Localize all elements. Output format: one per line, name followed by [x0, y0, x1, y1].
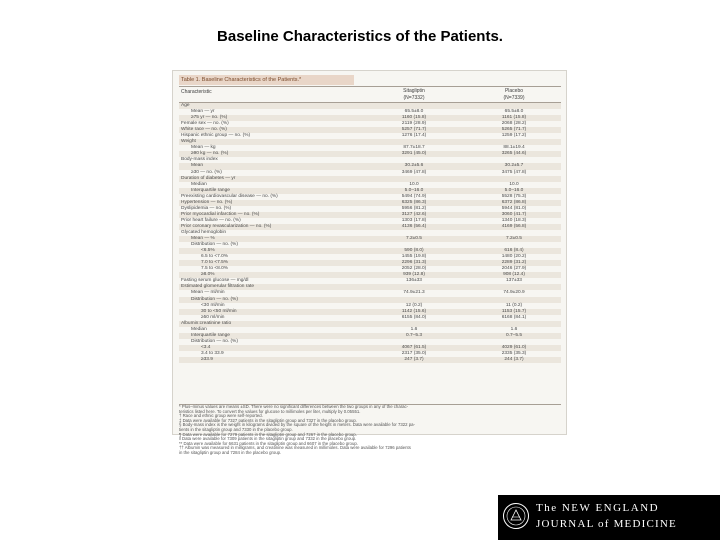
row-value-group-a: 2317 (35.0)	[401, 350, 427, 356]
row-value-group-b: 1153 (15.7)	[501, 308, 527, 314]
row-label: ≥75 yr — no. (%)	[191, 115, 228, 121]
row-label: Duration of diabetes — yr	[181, 175, 236, 181]
row-value-group-a: 1276 (17.4)	[401, 133, 427, 139]
row-value-group-b: 3265 (44.6)	[501, 151, 527, 157]
row-label: Distribution — no. (%)	[191, 338, 238, 344]
row-label: 7.5 to <8.0%	[201, 266, 229, 272]
row-label: Weight	[181, 139, 196, 145]
row-value-group-a: 136±33	[406, 278, 422, 284]
row-value-group-b: 5.0–16.0	[504, 187, 524, 193]
table-body	[179, 103, 561, 403]
row-label: Mean — yr	[191, 109, 215, 115]
row-value-group-b: 244 (3.7)	[504, 356, 524, 362]
row-value-group-a: 6325 (86.3)	[401, 199, 427, 205]
footnote: § Body-mass index is the weight in kilograms divided by the square of the height in meters. Data were available for 7322 pa-	[179, 422, 415, 428]
row-label: Mean — kg	[191, 145, 216, 151]
header-group-a-name: Sitagliptin	[403, 88, 425, 94]
row-value-group-b: 3475 (47.8)	[501, 169, 527, 175]
row-value-group-b: 88.1±19.4	[503, 145, 525, 151]
row-label: 30 to <50 ml/min	[201, 308, 237, 314]
table-caption-text: Table 1. Baseline Characteristics of the Patients.*	[181, 77, 302, 83]
row-value-group-b: 10.0	[509, 181, 519, 187]
row-value-group-b: 2335 (35.3)	[501, 350, 527, 356]
row-value-group-a: 1.6	[410, 326, 418, 332]
row-label: ≥90 kg — no. (%)	[191, 151, 229, 157]
row-value-group-a: 1303 (17.8)	[401, 217, 427, 223]
row-value-group-a: 2119 (28.9)	[401, 121, 427, 127]
row-value-group-a: 87.7±18.7	[403, 145, 425, 151]
row-label: Interquartile range	[191, 187, 230, 193]
row-label: Female sex — no. (%)	[181, 121, 229, 127]
row-label: Distribution — no. (%)	[191, 242, 238, 248]
row-value-group-a: 6155 (84.0)	[401, 314, 427, 320]
row-value-group-a: 65.5±8.0	[404, 109, 424, 115]
row-value-group-a: 7.2±0.5	[406, 236, 422, 242]
row-value-group-b: 3060 (41.7)	[501, 211, 527, 217]
row-value-group-a: 4067 (61.5)	[401, 344, 427, 350]
row-value-group-a: 3291 (45.0)	[401, 151, 427, 157]
row-value-group-a: 74.9±21.3	[403, 290, 425, 296]
row-label: Albumin:creatinine ratio	[181, 320, 232, 326]
table-header	[179, 86, 561, 103]
row-value-group-b: 5528 (75.3)	[501, 193, 527, 199]
row-label: Body-mass index	[181, 157, 218, 163]
row-label: Distribution — no. (%)	[191, 296, 238, 302]
row-label: 7.0 to <7.5%	[201, 260, 229, 266]
footnote: ¶ Data were available for 7279 patients in the sitagliptin group and 7267 in the placebo group.	[179, 431, 357, 437]
row-value-group-b: 30.2±5.7	[504, 163, 524, 169]
row-value-group-a: 5494 (74.9)	[401, 193, 427, 199]
row-label: Age	[181, 103, 190, 108]
row-value-group-b: 5265 (71.7)	[501, 127, 527, 133]
footnote: ‖ Data were available for 7309 patients in the sitagliptin group and 7332 in the placebo group.	[179, 436, 357, 442]
row-value-group-a: 1142 (15.6)	[401, 308, 427, 314]
table-caption	[179, 75, 559, 86]
row-label: Glycated hemoglobin	[181, 229, 227, 235]
table-footnotes	[179, 404, 561, 455]
row-value-group-a: 5.0–16.0	[404, 187, 424, 193]
row-value-group-a: 1455 (19.8)	[401, 254, 427, 260]
row-value-group-a: 30.2±5.6	[404, 163, 424, 169]
row-value-group-b: 65.5±8.0	[504, 109, 524, 115]
header-group-b-n: (N=7339)	[503, 94, 525, 101]
header-group-b-name: Placebo	[504, 88, 524, 94]
row-label: <30 ml/min	[201, 302, 225, 308]
row-value-group-b: 908 (12.4)	[503, 272, 525, 278]
row-value-group-b: 4029 (61.0)	[501, 344, 527, 350]
nejm-logo	[498, 495, 720, 540]
footnote: * Plus–minus values are means ±SD. There were no significant differences between the two groups in any of the charac-	[179, 404, 409, 409]
header-characteristic: Characteristic	[181, 89, 212, 95]
row-value-group-b: 1259 (17.2)	[501, 133, 527, 139]
row-value-group-b: 2289 (31.2)	[501, 260, 527, 266]
row-label: ≥8.0%	[201, 272, 215, 278]
row-value-group-b: 4169 (56.8)	[501, 223, 527, 229]
row-value-group-b: 5944 (81.0)	[501, 205, 527, 211]
row-value-group-b: 616 (8.4)	[504, 248, 524, 254]
row-label: Prior myocardial infarction — no. (%)	[181, 211, 260, 217]
row-label: 3.4 to 33.9	[201, 350, 224, 356]
row-label: Preexisting cardiovascular disease — no. (%)	[181, 193, 278, 199]
row-label: Median	[191, 326, 207, 332]
row-value-group-b: 2046 (27.9)	[501, 266, 527, 272]
logo-line-1: The NEW ENGLAND	[536, 502, 660, 514]
row-label: ≥30 — no. (%)	[191, 169, 222, 175]
row-value-group-b: 11 (0.2)	[505, 302, 523, 308]
row-value-group-a: 5956 (81.2)	[401, 205, 427, 211]
row-label: Fasting serum glucose — mg/dl	[181, 278, 249, 284]
row-label: Hypertension — no. (%)	[181, 199, 233, 205]
row-value-group-b: 1340 (18.3)	[501, 217, 527, 223]
row-label: <6.5%	[201, 248, 215, 254]
row-value-group-b: 74.9±20.9	[503, 290, 525, 296]
row-label: Mean	[191, 163, 203, 169]
row-label: ≥33.9	[201, 356, 213, 362]
row-value-group-a: 3469 (47.8)	[401, 169, 427, 175]
row-value-group-a: 247 (3.7)	[404, 356, 424, 362]
row-label: 6.5 to <7.0%	[201, 254, 229, 260]
row-label: Dyslipidemia — no. (%)	[181, 205, 232, 211]
footnote: tients in the sitagliptin group and 7330 in the placebo group.	[179, 426, 293, 432]
footnote: in the sitagliptin group and 7284 in the placebo group.	[179, 449, 282, 455]
row-value-group-a: 2296 (31.3)	[401, 260, 427, 266]
footnote: †† Albumin was measured in milligrams, and creatinine was measured in millimoles. Data were available for 7296 patients	[179, 445, 411, 451]
row-value-group-b: 1.6	[510, 326, 518, 332]
row-value-group-a: 1160 (15.8)	[401, 115, 427, 121]
footnote: † Race and ethnic group were self-reported.	[179, 413, 263, 419]
row-value-group-a: 10.0	[409, 181, 419, 187]
row-label: Estimated glomerular filtration rate	[181, 284, 255, 290]
row-label: <3.4	[201, 344, 211, 350]
row-value-group-b: 6168 (84.1)	[501, 314, 527, 320]
row-value-group-a: 5257 (71.7)	[401, 127, 427, 133]
row-label: Mean — ml/min	[191, 290, 225, 296]
footnote: ‡ Data were available for 7327 patients in the sitagliptin group and 7327 in the placebo group.	[179, 417, 357, 423]
row-value-group-b: 1161 (15.8)	[501, 115, 527, 121]
footnote: teristics listed here. To convert the values for glucose to millimoles per liter, multiply by 0.05551.	[179, 408, 361, 414]
row-label: Prior heart failure — no. (%)	[181, 217, 241, 223]
row-value-group-b: 1480 (20.2)	[501, 254, 527, 260]
row-value-group-a: 0.7–5.3	[405, 332, 422, 338]
header-group-b	[484, 88, 544, 101]
row-label: Hispanic ethnic group — no. (%)	[181, 133, 251, 139]
row-label: Prior coronary revascularization — no. (%)	[181, 223, 272, 229]
seal-icon	[502, 502, 530, 530]
row-value-group-a: 3127 (42.6)	[401, 211, 427, 217]
row-value-group-b: 7.2±0.5	[506, 236, 522, 242]
row-label: ≥50 ml/min	[201, 314, 225, 320]
table-row	[179, 357, 561, 363]
header-group-a	[384, 88, 444, 101]
row-value-group-a: 12 (0.2)	[405, 302, 423, 308]
header-group-a-n: (N=7332)	[403, 94, 425, 101]
row-value-group-b: 6372 (86.8)	[501, 199, 527, 205]
row-value-group-a: 939 (12.8)	[403, 272, 425, 278]
footnote: ** Data were available for 6631 patients in the sitagliptin group and 6607 in the placebo group.	[179, 440, 358, 446]
document-image	[172, 70, 567, 455]
row-value-group-b: 0.7–5.5	[505, 332, 522, 338]
row-value-group-a: 4136 (56.4)	[401, 223, 427, 229]
slide-title: Baseline Characteristics of the Patients.	[217, 28, 503, 45]
row-label: Interquartile range	[191, 332, 230, 338]
row-value-group-b: 137±33	[506, 278, 522, 284]
row-label: White race — no. (%)	[181, 127, 227, 133]
row-label: Mean — %	[191, 236, 215, 242]
row-label: Median	[191, 181, 207, 187]
row-value-group-a: 590 (8.0)	[404, 248, 424, 254]
row-value-group-a: 2052 (28.0)	[401, 266, 427, 272]
logo-line-2: JOURNAL of MEDICINE	[536, 518, 677, 530]
row-value-group-b: 2068 (28.2)	[501, 121, 527, 127]
